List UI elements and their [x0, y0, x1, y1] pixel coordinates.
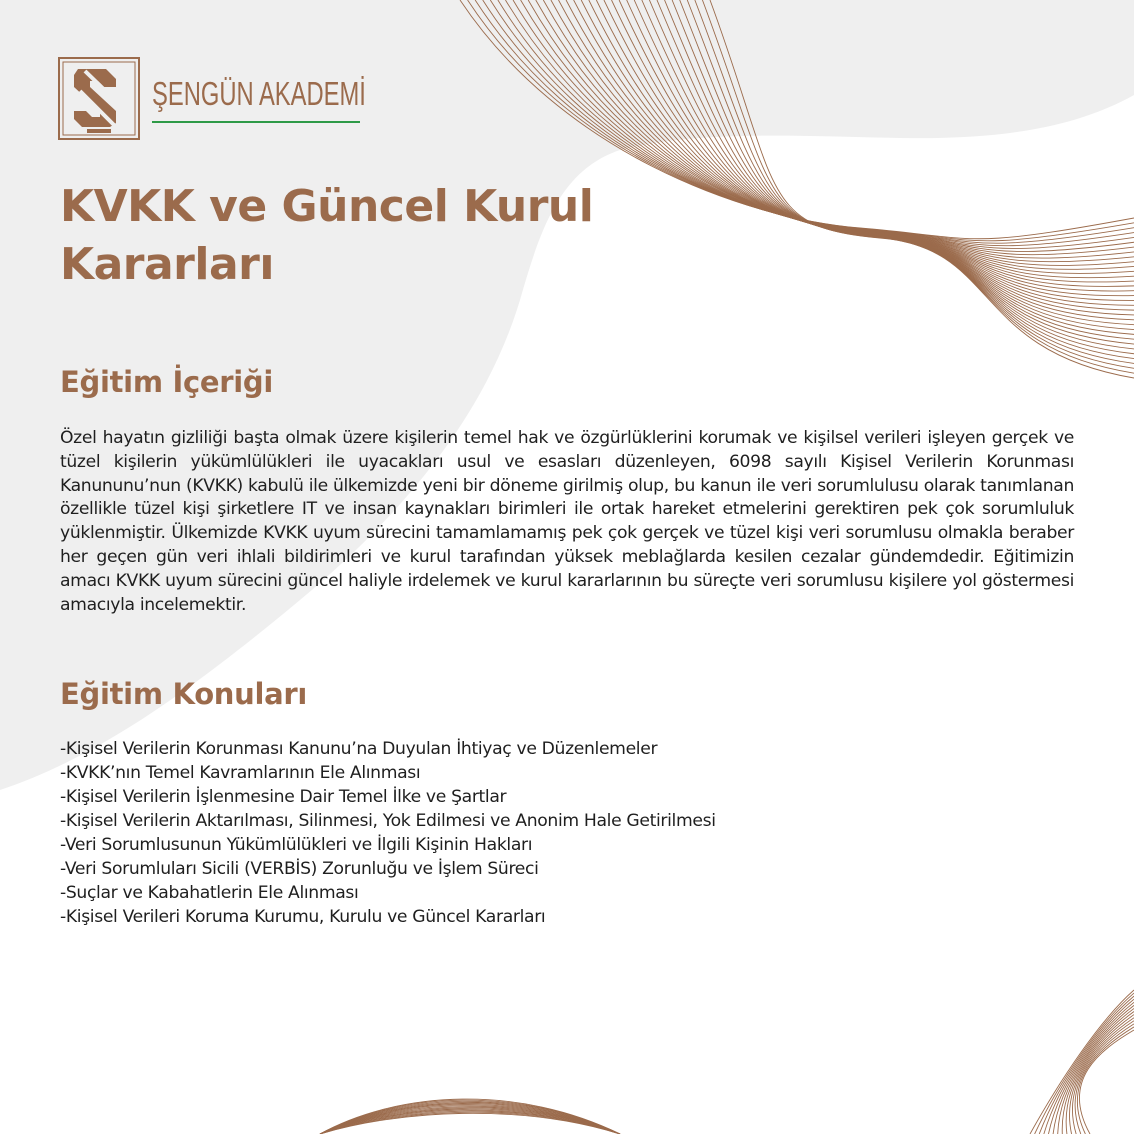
brand-name: ŞENGÜN AKADEMİ — [152, 75, 366, 112]
page-title — [60, 178, 593, 294]
topic-item: -Kişisel Verilerin İşlenmesine Dair Temel İlke ve Şartlar — [60, 787, 507, 807]
brand-logo[interactable] — [58, 57, 449, 140]
topics-heading: Eğitim Konuları — [60, 677, 308, 711]
topic-item: -Veri Sorumlusunun Yükümlülükleri ve İlgili Kişinin Hakları — [60, 835, 533, 855]
double-s-monogram-icon — [58, 57, 140, 140]
topic-item: -Suçlar ve Kabahatlerin Ele Alınması — [60, 883, 359, 903]
topic-item: -Kişisel Verilerin Korunması Kanunu’na Duyulan İhtiyaç ve Düzenlemeler — [60, 739, 658, 759]
topic-item: -KVKK’nın Temel Kavramlarının Ele Alınması — [60, 763, 421, 783]
page-title-line-2: Kararları — [60, 239, 274, 290]
content-paragraph: Özel hayatın gizliliği başta olmak üzere kişilerin temel hak ve özgürlüklerini korumak ve kişilsel verileri işleyen gerçek ve tüzel kişilerin yükümlülükleri ile uyacakları usul ve esasları düzenleyen, 6098 sayılı Kişisel Verilerin Korunması Kanununu’nun (KVKK) kabulü ile ülkemizde yeni bir döneme girilmiş olup, bu kanun ile veri sorumlulusu olarak tanımlanan özellikle tüzel kişi şirketlere IT ve insan kaynakları birimleri ile ortak hareket etmelerini gerektiren pek çok sorumluluk yüklenmiştir. Ülkemizde KVKK uyum sürecini tamamlamamış pek çok gerçek ve tüzel kişi veri sorumlusu olmakla beraber her geçen gün veri ihlali bildirimleri ve kurul tarafından yüksek meblağlarda kesilen cezalar gündemdedir. Eğitimizin amacı KVKK uyum sürecini güncel haliyle irdelemek ve kurul kararlarının bu süreçte veri sorumlusu kişilere yol göstermesi amacıyla incelemektir. — [60, 428, 1074, 615]
brand-underline — [152, 121, 360, 123]
page-title-line-1: KVKK ve Güncel Kurul — [60, 181, 594, 232]
topic-item: -Kişisel Verilerin Aktarılması, Silinmesi, Yok Edilmesi ve Anonim Hale Getirilmesi — [60, 811, 716, 831]
topic-item: -Kişisel Verileri Koruma Kurumu, Kurulu ve Güncel Kararları — [60, 907, 546, 927]
topics-list — [60, 737, 716, 929]
content-heading: Eğitim İçeriği — [60, 365, 274, 399]
topic-item: -Veri Sorumluları Sicili (VERBİS) Zorunluğu ve İşlem Süreci — [60, 859, 539, 879]
